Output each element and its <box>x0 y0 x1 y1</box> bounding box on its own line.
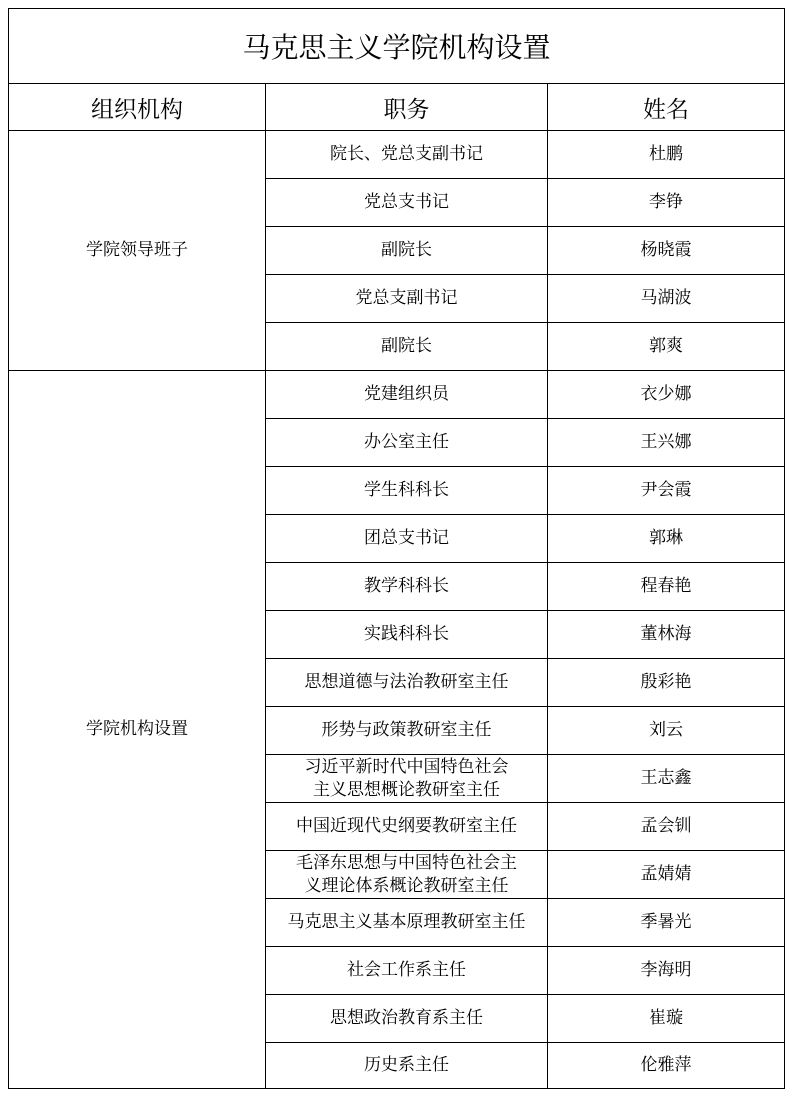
position-line-2: 义理论体系概论教研室主任 <box>304 875 509 896</box>
header-name: 姓名 <box>548 84 785 131</box>
name-cell: 李铮 <box>548 179 785 227</box>
org-structure-table <box>8 8 785 1089</box>
header-position: 职务 <box>266 84 548 131</box>
position-cell: 实践科科长 <box>266 611 548 659</box>
position-cell: 党总支副书记 <box>266 275 548 323</box>
table-row <box>9 371 785 419</box>
table-row <box>9 131 785 179</box>
name-cell: 尹会霞 <box>548 467 785 515</box>
position-cell: 党总支书记 <box>266 179 548 227</box>
group-label-leadership: 学院领导班子 <box>9 131 266 371</box>
position-cell: 思想道德与法治教研室主任 <box>266 659 548 707</box>
position-cell: 副院长 <box>266 323 548 371</box>
name-cell: 孟婧婧 <box>548 851 785 899</box>
name-cell: 王兴娜 <box>548 419 785 467</box>
name-cell: 程春艳 <box>548 563 785 611</box>
name-cell: 崔璇 <box>548 995 785 1043</box>
name-cell: 杨晓霞 <box>548 227 785 275</box>
position-cell: 团总支书记 <box>266 515 548 563</box>
position-cell-two-line <box>266 755 548 803</box>
name-cell: 衣少娜 <box>548 371 785 419</box>
position-line-1: 习近平新时代中国特色社会 <box>304 757 509 778</box>
name-cell: 董林海 <box>548 611 785 659</box>
position-cell: 思想政治教育系主任 <box>266 995 548 1043</box>
name-cell: 殷彩艳 <box>548 659 785 707</box>
name-cell: 孟会钏 <box>548 803 785 851</box>
name-cell: 马湖波 <box>548 275 785 323</box>
name-cell: 郭爽 <box>548 323 785 371</box>
position-cell: 副院长 <box>266 227 548 275</box>
position-cell: 党建组织员 <box>266 371 548 419</box>
position-cell: 社会工作系主任 <box>266 947 548 995</box>
position-line-1: 毛泽东思想与中国特色社会主 <box>296 853 517 874</box>
table-title: 马克思主义学院机构设置 <box>9 9 785 84</box>
position-cell: 学生科科长 <box>266 467 548 515</box>
name-cell: 李海明 <box>548 947 785 995</box>
position-cell: 中国近现代史纲要教研室主任 <box>266 803 548 851</box>
position-cell: 形势与政策教研室主任 <box>266 707 548 755</box>
position-cell: 办公室主任 <box>266 419 548 467</box>
position-cell: 院长、党总支副书记 <box>266 131 548 179</box>
name-cell: 杜鹏 <box>548 131 785 179</box>
position-cell-two-line <box>266 851 548 899</box>
position-cell: 教学科科长 <box>266 563 548 611</box>
name-cell: 伦雅萍 <box>548 1043 785 1089</box>
name-cell: 郭琳 <box>548 515 785 563</box>
name-cell: 王志鑫 <box>548 755 785 803</box>
position-cell: 历史系主任 <box>266 1043 548 1089</box>
position-cell: 马克思主义基本原理教研室主任 <box>266 899 548 947</box>
group-label-departments: 学院机构设置 <box>9 371 266 1089</box>
header-org: 组织机构 <box>9 84 266 131</box>
name-cell: 刘云 <box>548 707 785 755</box>
position-line-2: 主义思想概论教研室主任 <box>313 779 500 800</box>
name-cell: 季暑光 <box>548 899 785 947</box>
